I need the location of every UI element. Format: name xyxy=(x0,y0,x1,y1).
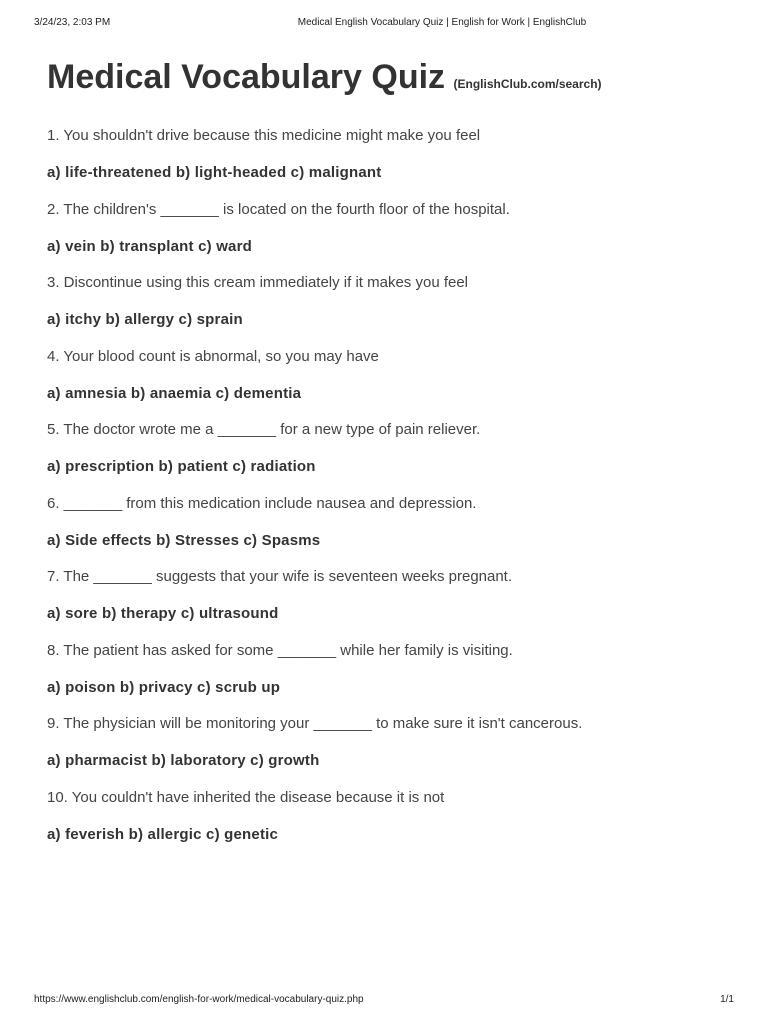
question-text: 5. The doctor wrote me a _______ for a new type of pain reliever. xyxy=(47,421,481,438)
question-text: 7. The _______ suggests that your wife is seventeen weeks pregnant. xyxy=(47,568,513,585)
page-url: https://www.englishclub.com/english-for-work/medical-vocabulary-quiz.php xyxy=(34,994,364,1005)
answer-options: a) poison b) privacy c) scrub up xyxy=(47,678,281,696)
quiz-item xyxy=(47,564,737,638)
question-text: 1. You shouldn't drive because this medicine might make you feel xyxy=(47,127,481,144)
answer-options: a) vein b) transplant c) ward xyxy=(47,237,253,255)
page-number: 1/1 xyxy=(720,994,734,1005)
question-text: 9. The physician will be monitoring your _______ to make sure it isn't cancerous. xyxy=(47,715,583,732)
question-text: 4. Your blood count is abnormal, so you may have xyxy=(47,347,379,365)
quiz-list xyxy=(47,123,737,858)
answer-options: a) life-threatened b) light-headed c) malignant xyxy=(47,164,382,181)
question-text: 6. _______ from this medication include nausea and depression. xyxy=(47,494,477,512)
quiz-item xyxy=(47,491,737,565)
answer-options: a) itchy b) allergy c) sprain xyxy=(47,311,243,328)
print-page-title: Medical English Vocabulary Quiz | English for Work | EnglishClub xyxy=(297,17,587,28)
quiz-item xyxy=(47,785,737,859)
quiz-item xyxy=(47,638,737,712)
page-title: Medical Vocabulary Quiz xyxy=(47,58,446,96)
question-text: 3. Discontinue using this cream immediately if it makes you feel xyxy=(47,274,469,291)
answer-options: a) amnesia b) anaemia c) dementia xyxy=(47,384,302,402)
question-text: 2. The children's _______ is located on the fourth floor of the hospital. xyxy=(47,200,510,218)
quiz-item xyxy=(47,711,737,785)
question-text: 10. You couldn't have inherited the disease because it is not xyxy=(47,788,445,806)
quiz-item xyxy=(47,417,737,491)
answer-options: a) Side effects b) Stresses c) Spasms xyxy=(47,531,321,549)
question-text: 8. The patient has asked for some _______ while her family is visiting. xyxy=(47,641,513,659)
answer-options: a) prescription b) patient c) radiation xyxy=(47,458,316,475)
quiz-item xyxy=(47,344,737,418)
englishclub-search-link[interactable]: (EnglishClub.com/search) xyxy=(453,77,602,91)
print-header xyxy=(0,17,768,31)
print-datetime: 3/24/23, 2:03 PM xyxy=(34,17,111,28)
page-title-row xyxy=(47,58,602,97)
quiz-item xyxy=(47,270,737,344)
quiz-item xyxy=(47,197,737,271)
answer-options: a) sore b) therapy c) ultrasound xyxy=(47,605,279,622)
answer-options: a) pharmacist b) laboratory c) growth xyxy=(47,752,320,769)
answer-options: a) feverish b) allergic c) genetic xyxy=(47,825,279,843)
quiz-item xyxy=(47,123,737,197)
